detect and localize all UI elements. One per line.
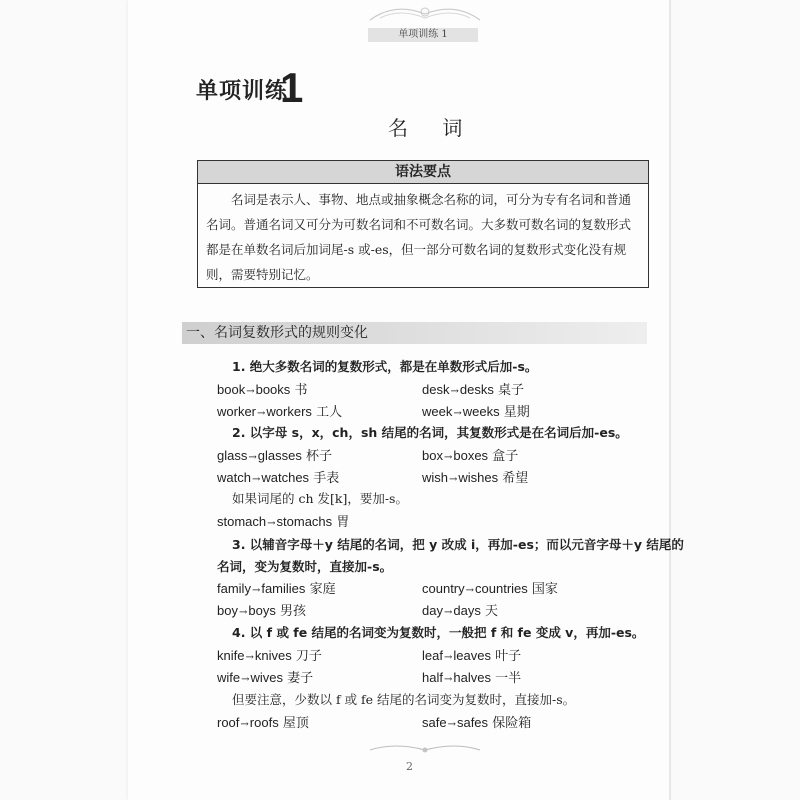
example-roof: roof→roofs 屋顶 <box>217 715 309 731</box>
rule-2: 2. 以字母 s，x，ch，sh 结尾的名词，其复数形式是在名词后加-es。 <box>232 425 628 440</box>
example-watch: watch→watches 手表 <box>217 470 340 486</box>
bottom-ornament-icon <box>365 742 485 756</box>
example-box: box→boxes 盒子 <box>422 448 519 464</box>
arrow-icon: → <box>453 408 462 419</box>
arrow-icon: → <box>449 474 458 485</box>
arrow-icon: → <box>251 474 261 485</box>
example-country: country→countries 国家 <box>422 581 558 597</box>
grammar-box-title: 语法要点 <box>198 161 648 184</box>
arrow-icon: → <box>443 607 453 618</box>
running-header: 单项训练 1 <box>368 28 478 42</box>
arrow-icon: → <box>443 674 453 685</box>
arrow-icon: → <box>241 674 250 685</box>
example-wish: wish→wishes 希望 <box>422 470 529 486</box>
top-ornament-icon <box>360 0 490 24</box>
arrow-icon: → <box>245 652 254 663</box>
example-desk: desk→desks 桌子 <box>422 382 524 398</box>
example-wife: wife→wives 妻子 <box>217 670 314 686</box>
page-edge <box>669 0 671 800</box>
topic-title: 名 词 <box>388 116 477 140</box>
arrow-icon: → <box>248 452 257 463</box>
arrow-icon: → <box>246 386 255 397</box>
section-title: 一、名词复数形式的规则变化 <box>186 325 368 341</box>
grammar-box <box>197 160 649 288</box>
rule-3: 3. 以辅音字母＋y 结尾的名词，把 y 改成 i，再加-es；而以元音字母＋y 结尾的 <box>232 537 684 552</box>
rule-3-cont: 名词，变为复数时，直接加-s。 <box>217 559 393 574</box>
grammar-box-body: 名词是表示人、事物、地点或抽象概念名称的词，可分为专有名词和普通名词。普通名词又可分为可数名词和不可数名词。大多数可数名词的复数形式都是在单数名词后加词尾-s 或-es，但一部分可数名词的复数形式变化没有规则，需要特别记忆。 <box>206 192 632 282</box>
arrow-icon: → <box>238 607 248 618</box>
arrow-icon: → <box>465 585 475 596</box>
example-book: book→books 书 <box>217 382 308 398</box>
example-leaf: leaf→leaves 叶子 <box>422 648 522 664</box>
arrow-icon: → <box>443 652 453 663</box>
example-stomach: stomach→stomachs 胃 <box>217 514 350 530</box>
arrow-icon: → <box>443 452 453 463</box>
example-week: week→weeks 星期 <box>422 404 530 420</box>
note-ch: 如果词尾的 ch 发[k]，要加-s。 <box>232 491 408 506</box>
example-safe: safe→safes 保险箱 <box>422 715 532 731</box>
arrow-icon: → <box>251 585 261 596</box>
arrow-icon: → <box>240 719 249 730</box>
rule-1: 1. 绝大多数名词的复数形式，都是在单数形式后加-s。 <box>232 359 538 374</box>
example-family: family→families 家庭 <box>217 581 336 597</box>
arrow-icon: → <box>450 386 459 397</box>
arrow-icon: → <box>447 719 456 730</box>
example-worker: worker→workers 工人 <box>217 404 343 420</box>
unit-title: 单项训练 <box>196 79 289 104</box>
arrow-icon: → <box>257 408 266 419</box>
page-number: 2 <box>406 760 413 773</box>
arrow-icon: → <box>267 518 276 529</box>
example-half: half→halves 一半 <box>422 670 522 686</box>
example-glass: glass→glasses 杯子 <box>217 448 332 464</box>
example-knife: knife→knives 刀子 <box>217 648 322 664</box>
example-day: day→days 天 <box>422 603 498 619</box>
example-boy: boy→boys 男孩 <box>217 603 306 619</box>
unit-number: 1 <box>280 64 304 111</box>
note-f-fe: 但要注意，少数以 f 或 fe 结尾的名词变为复数时，直接加-s。 <box>232 692 576 707</box>
rule-4: 4. 以 f 或 fe 结尾的名词变为复数时，一般把 f 和 fe 变成 v，再加-es。 <box>232 625 645 640</box>
